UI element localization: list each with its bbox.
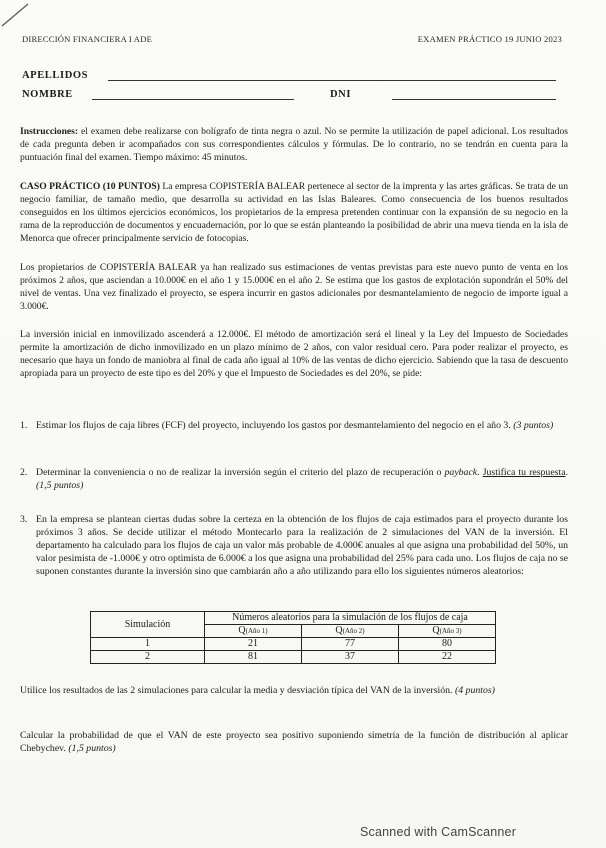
instructions xyxy=(20,126,568,165)
instructions-label: Instrucciones: xyxy=(20,126,79,137)
random-year-1: 21 xyxy=(205,638,302,651)
task-b-text: Calcular la probabilidad de que el VAN de este proyecto sea positivo suponiendo simetría de la función de distribución al aplicar Chebychev. xyxy=(20,730,568,754)
random-year-3: 80 xyxy=(398,638,495,651)
case-intro-text: La empresa COPISTERÍA BALEAR pertenece al sector de la imprenta y las artes gráficas. Se trata de un negocio familiar, de tamaño medio, que desarrolla su actividad en las Islas Baleares. Como consecuencia de los buenos resultados conseguidos en los últimos ejercicios económicos, los propietarios de la empresa pretenden continuar con la expansión de su negocio en la rama de la reproducción de documentos y encuadernación, por lo que se están planteando la posibilidad de abrir una nueva tienda en la isla de Menorca que ofrecer principalmente servicio de fotocopias. xyxy=(20,181,568,244)
question-2-points: (1,5 puntos) xyxy=(36,480,84,491)
nombre-field[interactable] xyxy=(92,99,294,100)
nombre-label: NOMBRE xyxy=(22,89,73,100)
task-a-text: Utilice los resultados de las 2 simulaciones para calcular la media y desviación típica del VAN de la inversión. xyxy=(20,685,455,696)
q-letter: Q xyxy=(432,625,440,636)
task-a-points: (4 puntos) xyxy=(454,685,495,696)
simulation-column-header: Simulación xyxy=(91,612,205,638)
question-1-text: Estimar los flujos de caja libres (FCF) del proyecto, incluyendo los gastos por desmantelamiento del negocio en el año 3. xyxy=(36,420,514,431)
question-2-justify: Justifica tu respuesta xyxy=(482,467,566,478)
year-3-header xyxy=(398,625,495,638)
case-intro xyxy=(20,181,568,246)
course-title: DIRECCIÓN FINANCIERA I ADE xyxy=(22,34,153,44)
year-1-sub: (Año 1) xyxy=(245,627,268,635)
random-numbers-table xyxy=(90,611,496,664)
random-year-3: 22 xyxy=(398,651,495,664)
q-letter: Q xyxy=(335,625,343,636)
question-2-text: Determinar la conveniencia o no de realizar la inversión según el criterio del plazo de recuperación o xyxy=(36,467,445,478)
question-2-sep2: . xyxy=(565,467,569,478)
apellidos-field[interactable] xyxy=(108,80,556,81)
random-year-2: 37 xyxy=(301,651,398,664)
question-2-sep: . xyxy=(477,467,483,478)
question-1 xyxy=(20,419,568,432)
year-1-header xyxy=(205,625,302,638)
sim-id: 2 xyxy=(91,651,205,664)
year-3-sub: (Año 3) xyxy=(439,627,462,635)
q-letter: Q xyxy=(238,625,246,636)
exam-date: EXAMEN PRÁCTICO 19 JUNIO 2023 xyxy=(417,34,562,44)
instructions-text: el examen debe realizarse con bolígrafo de tinta negra o azul. No se permite la utilización de papel adicional. Los resultados de cada pregunta deben ir acompañados con sus correspondientes cálculos y fórmulas. De lo contrario, no se tendrán en cuenta para la puntuación final del examen. Tiempo máximo: 45 minutos. xyxy=(20,126,568,163)
random-numbers-group-header: Números aleatorios para la simulación de los flujos de caja xyxy=(205,612,496,625)
random-year-1: 81 xyxy=(205,651,302,664)
question-1-points: (3 puntos) xyxy=(513,420,554,431)
task-b-points: (1,5 puntos) xyxy=(68,742,116,754)
case-investment-paragraph: La inversión inicial en inmovilizado ascenderá a 12.000€. El método de amortización será el lineal y la Ley del Impuesto de Sociedades permite la amortización de dicho inmovilizado en un plazo mínimo de 2 años, con valor residual cero. Para poder realizar el proyecto, es necesario que haya un fondo de maniobra al final de cada año igual al 10% de las ventas de dicho ejercicio. Sabiendo que la tasa de descuento apropiada para un proyecto de este tipo es del 20% y que el Impuesto de Sociedades es del 20%, se pide: xyxy=(20,329,568,379)
dni-field[interactable] xyxy=(392,99,556,100)
table-row xyxy=(91,651,496,664)
table-row xyxy=(91,638,496,651)
apellidos-label: APELLIDOS xyxy=(22,70,89,81)
year-2-header xyxy=(301,625,398,638)
year-2-sub: (Año 2) xyxy=(342,627,365,635)
case-sales-paragraph: Los propietarios de COPISTERÍA BALEAR ya han realizado sus estimaciones de ventas previstas para este nuevo punto de venta en los próximos 2 años, que asciendan a 10.000€ en el año 1 y 15.000€ en el año 2. Se estima que los gastos de explotación supondrán el 50% del nivel de ventas. Una vez finalizado el proyecto, se espera incurrir en gastos adicionales por desmantelamiento de negocio de importe igual a 3.000€. xyxy=(20,262,568,312)
question-2-number: 2. xyxy=(20,467,28,478)
dni-label: DNI xyxy=(330,89,352,100)
question-1-number: 1. xyxy=(20,420,28,431)
question-2-payback: payback xyxy=(444,467,478,478)
task-chebychev xyxy=(20,730,568,756)
camscanner-watermark: Scanned with CamScanner xyxy=(360,825,517,839)
question-3 xyxy=(20,513,568,578)
sim-id: 1 xyxy=(91,638,205,651)
case-title: CASO PRÁCTICO (10 PUNTOS) xyxy=(20,181,160,192)
question-3-text: En la empresa se plantean ciertas dudas sobre la certeza en la obtención de los flujos de caja estimados para el proyecto durante los próximos 3 años. Se decide utilizar el método Montecarlo para la realización de 2 simulaciones del VAN de la inversión. El departamento ha calculado para los flujos de caja un valor más probable de 4.000€ anuales al que asigna una probabilidad del 50%, un valor pesimista de -1.000€ y otro optimista de 6.000€ a los que asigna una probabilidad del 25% para cada uno. Los flujos de caja no se suponen constantes durante la inversión sino que cambiarán año a año utilizando para ello los siguientes números aleatorios: xyxy=(36,514,568,577)
question-2 xyxy=(20,466,568,492)
task-mean-std xyxy=(20,685,568,698)
random-year-2: 77 xyxy=(301,638,398,651)
question-3-number: 3. xyxy=(20,514,28,525)
